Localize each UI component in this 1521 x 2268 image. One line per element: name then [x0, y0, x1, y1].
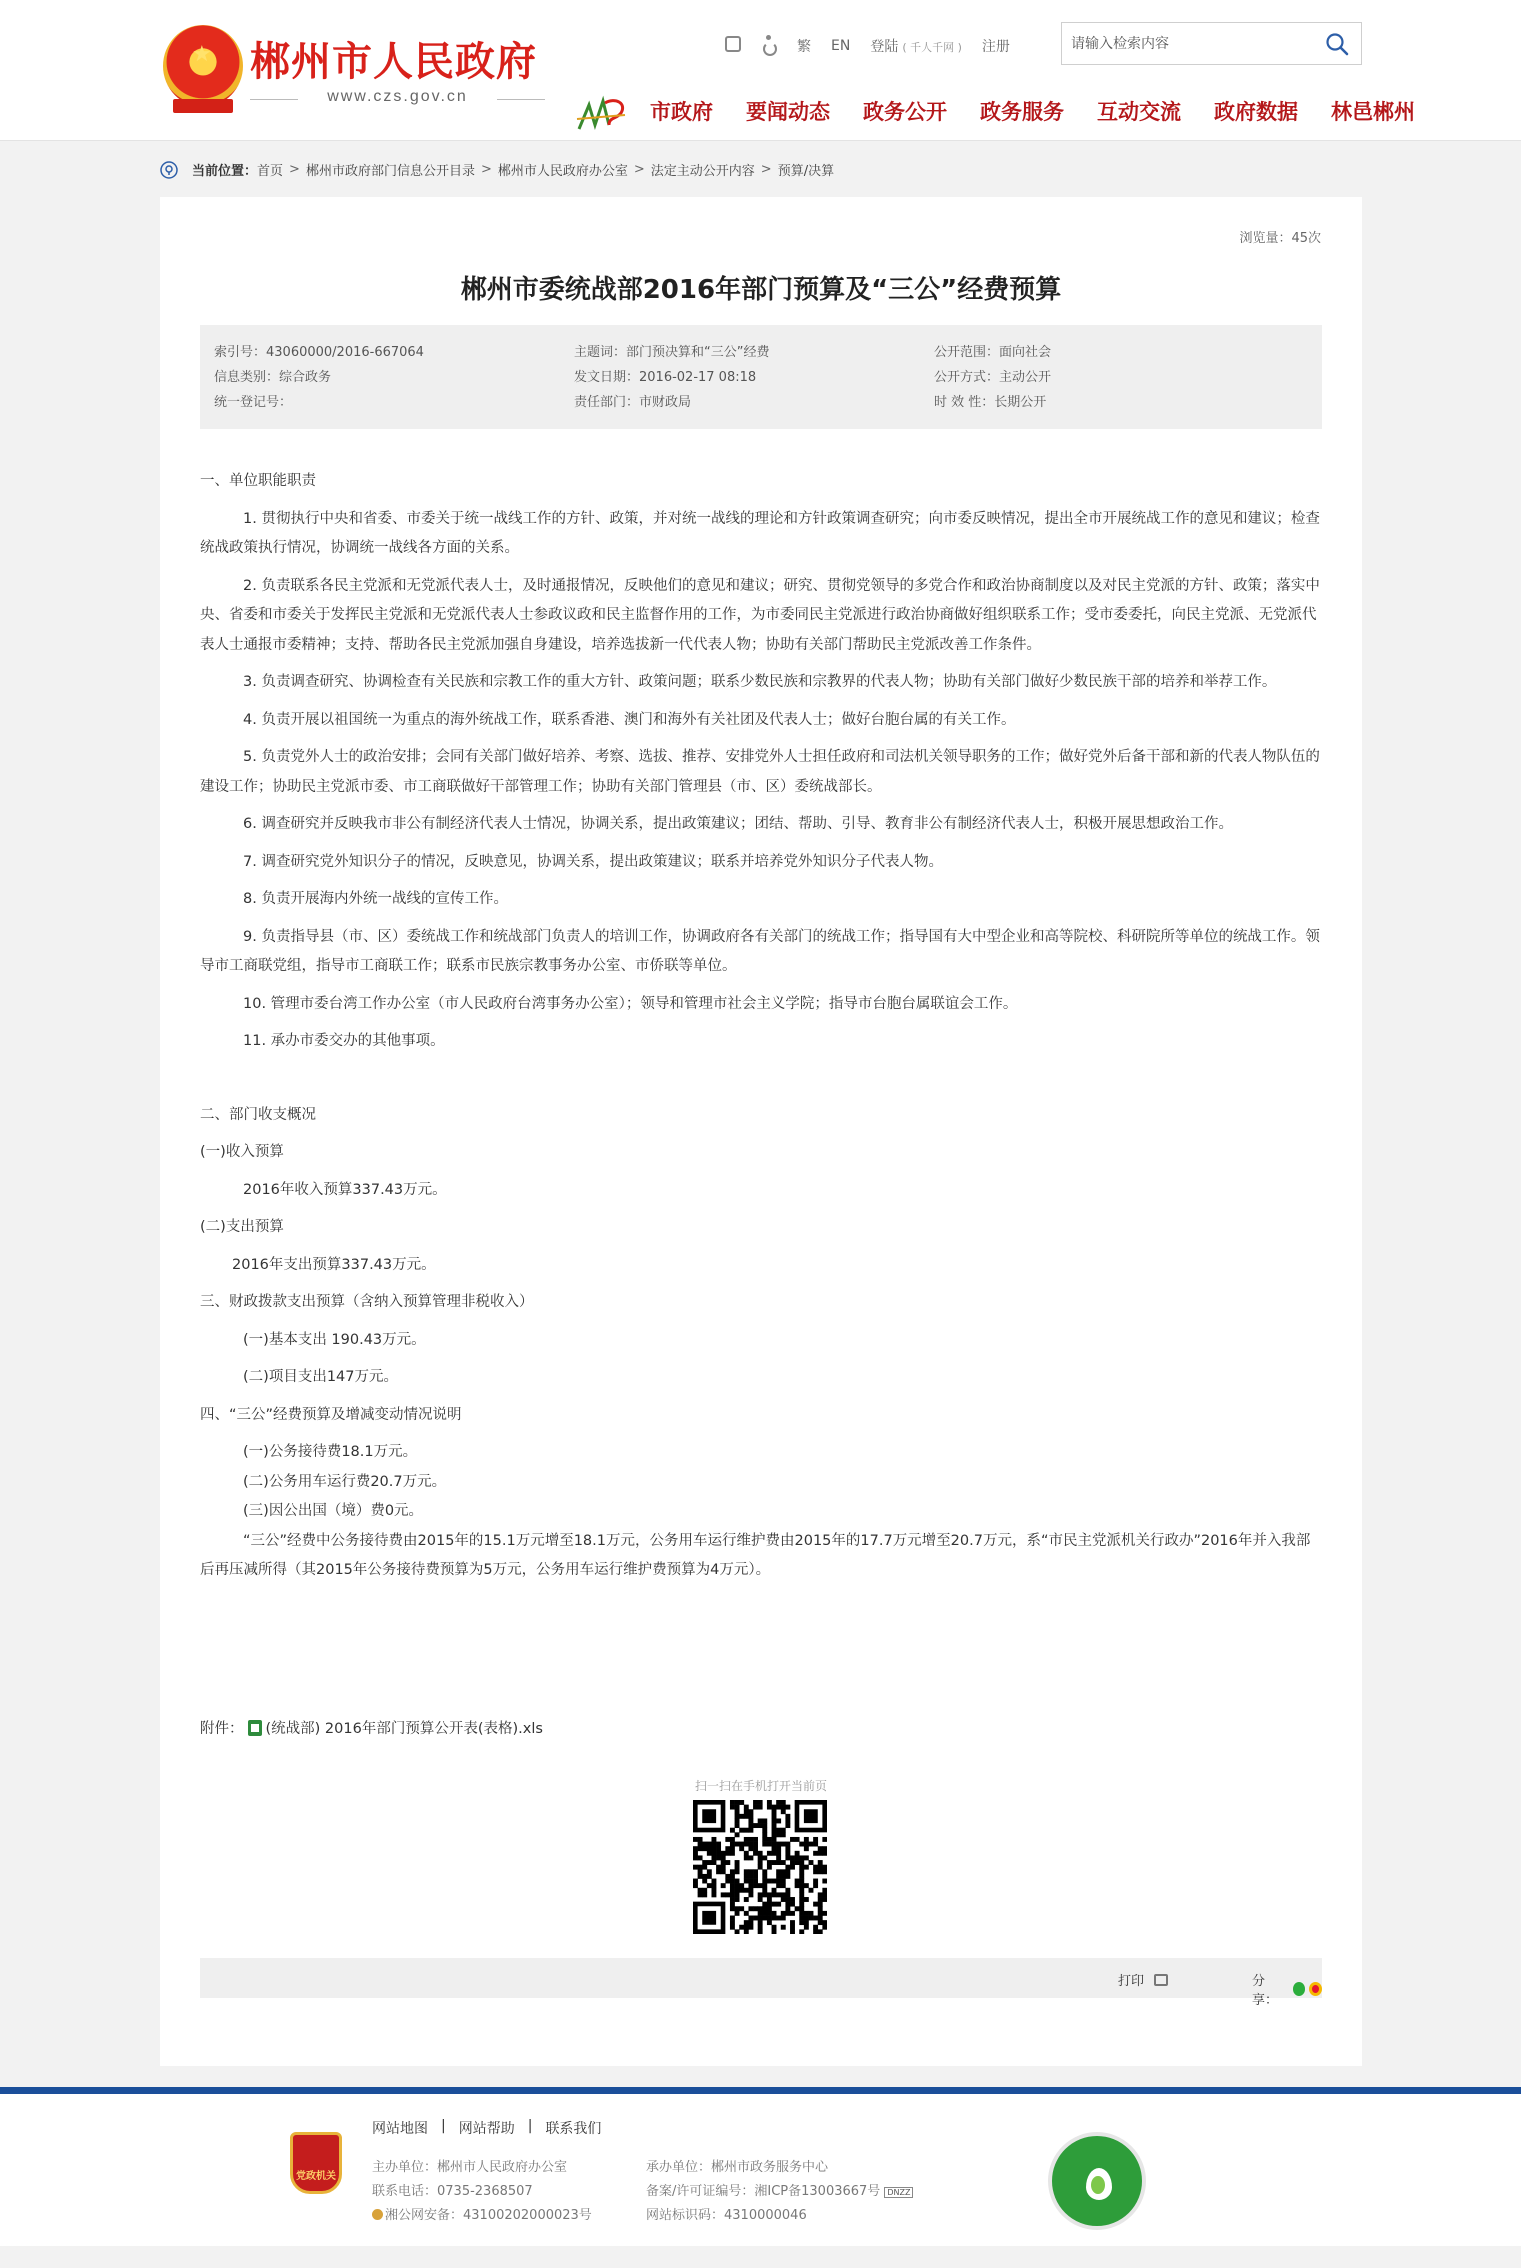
attachment-label: 附件： [200, 1721, 244, 1737]
breadcrumb-budget[interactable]: 预算/决算 [777, 164, 835, 179]
weibo-icon[interactable] [1309, 1982, 1322, 1996]
print-button[interactable] [1118, 1970, 1168, 1989]
budget-line: (三)因公出国（境）费0元。 [243, 1503, 424, 1519]
police-badge-icon [372, 2209, 383, 2220]
english-link[interactable]: EN [831, 38, 851, 54]
footer-icp-text: 备案/许可证编号：湘ICP备13003667号 [646, 2184, 881, 2199]
login-link[interactable] [870, 36, 962, 56]
main-nav [650, 96, 1415, 126]
top-links [725, 35, 1030, 57]
breadcrumb-office[interactable]: 郴州市人民政府办公室 [497, 164, 628, 179]
meta-topic: 主题词：部门预决算和“三公”经费 [574, 345, 770, 360]
login-label: 登陆 [870, 39, 899, 55]
meta-scope: 公开范围：面向社会 [934, 345, 1052, 360]
search-box [1061, 22, 1362, 65]
nav-item-news[interactable]: 要闻动态 [746, 100, 830, 124]
footer-police-record[interactable] [372, 2204, 592, 2223]
traditional-chinese-link[interactable]: 繁 [797, 39, 811, 55]
share-label: 分享： [1252, 1974, 1279, 2008]
breadcrumb-separator: > [289, 162, 300, 177]
search-input[interactable] [1071, 33, 1311, 55]
section-heading: 一、单位职能职责 [200, 473, 316, 489]
register-link[interactable]: 注册 [981, 39, 1010, 55]
wechat-icon[interactable] [1293, 1982, 1305, 1996]
civilization-seal-logo[interactable] [1048, 2132, 1146, 2230]
nav-item-linyi-chenzhou[interactable]: 林邑郴州 [1331, 100, 1415, 124]
nav-item-public-affairs[interactable]: 政务公开 [863, 100, 947, 124]
duty-paragraph: 2. 负责联系各民主党派和无党派代表人士，及时通报情况，反映他们的意见和建议；研究、贯彻党领导的多党合作和政治协商制度以及对民主党派的方针、政策；落实中央、省委和市委关于发挥民主党派和无党派代表人士参政议政和民主监督作用的工作，为市委同民主党派进行政治协商做好组织联系工作；受市委委托，向民主党派、无党派代表人士通报市委精神；支持、帮助各民主党派加强自身建设，培养选拔新一代代表人物；协助有关部门帮助民主党派改善工作条件。 [200, 577, 1320, 653]
duty-paragraph: 5. 负责党外人士的政治安排；会同有关部门做好培养、考察、选拔、推荐、安排党外人士担任政府和司法机关领导职务的工作；做好党外后备干部和新的代表人物队伍的建设工作；协助民主党派市委、市工商联做好干部管理工作；协助有关部门管理县（市、区）委统战部长。 [200, 749, 1320, 795]
view-count: 浏览量：45次 [1239, 231, 1321, 246]
breadcrumb-label: 当前位置： [192, 164, 258, 179]
duty-paragraph: 4. 负责开展以祖国统一为重点的海外统战工作，联系香港、澳门和海外有关社团及代表人士；做好台胞台属的有关工作。 [243, 711, 1016, 728]
footer-police-text: 湘公网安备：43100202000023号 [385, 2208, 592, 2223]
meta-validity: 时 效 性：长期公开 [934, 395, 1047, 410]
footer-link-contact[interactable]: 联系我们 [545, 2121, 602, 2137]
search-icon[interactable] [1325, 32, 1349, 56]
breadcrumb-separator: > [633, 162, 645, 177]
meta-dept: 责任部门：市财政局 [574, 395, 692, 410]
footer-sponsor: 主办单位：郴州市人民政府办公室 [372, 2160, 568, 2175]
breadcrumb-separator: > [760, 162, 772, 177]
duty-paragraph: 6. 调查研究并反映我市非公有制经济代表人士情况，协调关系，提出政策建议；团结、帮助、引导、教育非公有制经济代表人士，积极开展思想政治工作。 [243, 816, 1233, 832]
footer-phone: 联系电话：0735-2368507 [372, 2184, 533, 2199]
site-header [0, 0, 1521, 141]
party-gov-badge[interactable]: 党政机关 [290, 2132, 342, 2194]
excel-file-icon [248, 1720, 262, 1736]
article-body [200, 467, 1322, 1586]
budget-line: (二)公务用车运行费20.7万元。 [243, 1473, 447, 1490]
subsection-heading: (二)支出预算 [200, 1219, 284, 1235]
print-label: 打印 [1118, 1974, 1145, 1989]
footer-undertaker: 承办单位：郴州市政务服务中心 [646, 2160, 829, 2175]
duty-paragraph: 10. 管理市委台湾工作办公室（市人民政府台湾事务办公室）；领导和管理市社会主义学院；指导市台胞台属联谊会工作。 [243, 995, 1018, 1012]
breadcrumb [160, 160, 834, 179]
meta-method: 公开方式：主动公开 [934, 370, 1052, 385]
article-container [160, 197, 1362, 2066]
duty-paragraph: 7. 调查研究党外知识分子的情况，反映意见，协调关系，提出政策建议；联系并培养党外知识分子代表人物。 [243, 853, 943, 870]
share-area [1252, 1970, 1322, 2008]
location-pin-icon [160, 161, 178, 179]
meta-category: 信息类别：综合政务 [214, 370, 332, 385]
footer-links [372, 2118, 601, 2138]
breadcrumb-catalog[interactable]: 郴州市政府部门信息公开目录 [305, 164, 475, 179]
star-icon: ★ [192, 42, 212, 67]
leaf-inner-icon [1091, 2176, 1105, 2194]
attachment [200, 1717, 543, 1738]
duty-paragraph: 8. 负责开展海内外统一战线的宣传工作。 [243, 891, 508, 907]
breadcrumb-separator: > [480, 162, 492, 177]
footer-site-code: 网站标识码：4310000046 [646, 2208, 807, 2223]
budget-line: 2016年支出预算337.43万元。 [232, 1256, 436, 1273]
section-heading: 四、“三公”经费预算及增减变动情况说明 [200, 1406, 462, 1423]
budget-explanation: “三公”经费中公务接待费由2015年的15.1万元增至18.1万元，公务用车运行维护费由2015年的17.7万元增至20.7万元，系“市民主党派机关行政办”2016年并入我部后再压减所得（其2015年公务接待费预算为5万元，公务用车运行维护费预算为4万元）。 [200, 1532, 1311, 1578]
dnzz-badge: DNZZ [884, 2187, 913, 2198]
subsection-heading: (一)收入预算 [200, 1144, 284, 1160]
printer-icon [1154, 1974, 1168, 1986]
budget-line: (一)公务接待费18.1万元。 [243, 1444, 418, 1460]
site-title[interactable]: 郴州市人民政府 [250, 39, 537, 85]
budget-line: (二)项目支出147万元。 [243, 1369, 398, 1385]
duty-paragraph: 3. 负责调查研究、协调检查有关民族和宗教工作的重大方针、政策问题；联系少数民族和宗教界的代表人物；协助有关部门做好少数民族干部的培养和举荐工作。 [243, 674, 1277, 690]
emblem-ribbon [173, 99, 233, 113]
breadcrumb-statutory[interactable]: 法定主动公开内容 [650, 164, 755, 179]
meta-index-no: 索引号：43060000/2016-667064 [214, 345, 424, 360]
attachment-link[interactable]: (统战部) 2016年部门预算公开表(表格).xls [265, 1721, 543, 1737]
article-title: 郴州市委统战部2016年部门预算及“三公”经费预算 [460, 275, 1062, 305]
login-note: ( 千人千网 ) [902, 41, 962, 54]
site-footer [0, 2094, 1521, 2246]
footer-separator: | [441, 2118, 446, 2134]
nav-item-data[interactable]: 政府数据 [1214, 100, 1298, 124]
meta-reg-no: 统一登记号： [214, 395, 293, 410]
duty-paragraph: 11. 承办市委交办的其他事项。 [243, 1033, 445, 1049]
duty-paragraph: 9. 负责指导县（市、区）委统战工作和统战部门负责人的培训工作，协调政府各有关部门的统战工作；指导国有大中型企业和高等院校、科研院所等单位的统战工作。领导市工商联党组，指导市工商联工作；联系市民族宗教事务办公室、市侨联等单位。 [200, 928, 1320, 974]
meta-date: 发文日期：2016-02-17 08:18 [574, 370, 757, 385]
nav-item-interaction[interactable]: 互动交流 [1097, 100, 1181, 124]
duty-paragraph: 1. 贯彻执行中央和省委、市委关于统一战线工作的方针、政策，并对统一战线的理论和方针政策调查研究；向市委反映情况，提出全市开展统战工作的意见和建议；检查统战政策执行情况，协调统一战线各方面的关系。 [200, 510, 1320, 556]
barrier-free-icon[interactable] [725, 36, 741, 56]
qr-code [693, 1800, 827, 1934]
site-url: www.czs.gov.cn [250, 88, 545, 106]
budget-line: (一)基本支出 190.43万元。 [243, 1331, 426, 1348]
linyi-logo-icon [575, 95, 631, 135]
footer-divider [0, 2087, 1521, 2094]
footer-icp[interactable] [646, 2180, 913, 2199]
article-tools-bar [200, 1958, 1322, 2008]
footer-separator: | [527, 2118, 533, 2134]
national-emblem-logo [163, 25, 243, 107]
budget-line: 2016年收入预算337.43万元。 [243, 1181, 447, 1198]
section-heading: 二、部门收支概况 [200, 1106, 316, 1123]
qr-caption: 扫一扫在手机打开当前页 [694, 1779, 827, 1793]
accessibility-icon[interactable] [761, 35, 777, 57]
document-meta-box [200, 325, 1322, 429]
section-heading: 三、财政拨款支出预算（含纳入预算管理非税收入） [200, 1294, 534, 1310]
nav-item-city-government[interactable]: 市政府 [650, 100, 713, 124]
breadcrumb-home[interactable]: 首页 [257, 164, 284, 179]
footer-link-sitemap[interactable]: 网站地图 [372, 2121, 428, 2137]
nav-item-services[interactable]: 政务服务 [980, 100, 1064, 124]
footer-link-help[interactable]: 网站帮助 [458, 2121, 515, 2137]
